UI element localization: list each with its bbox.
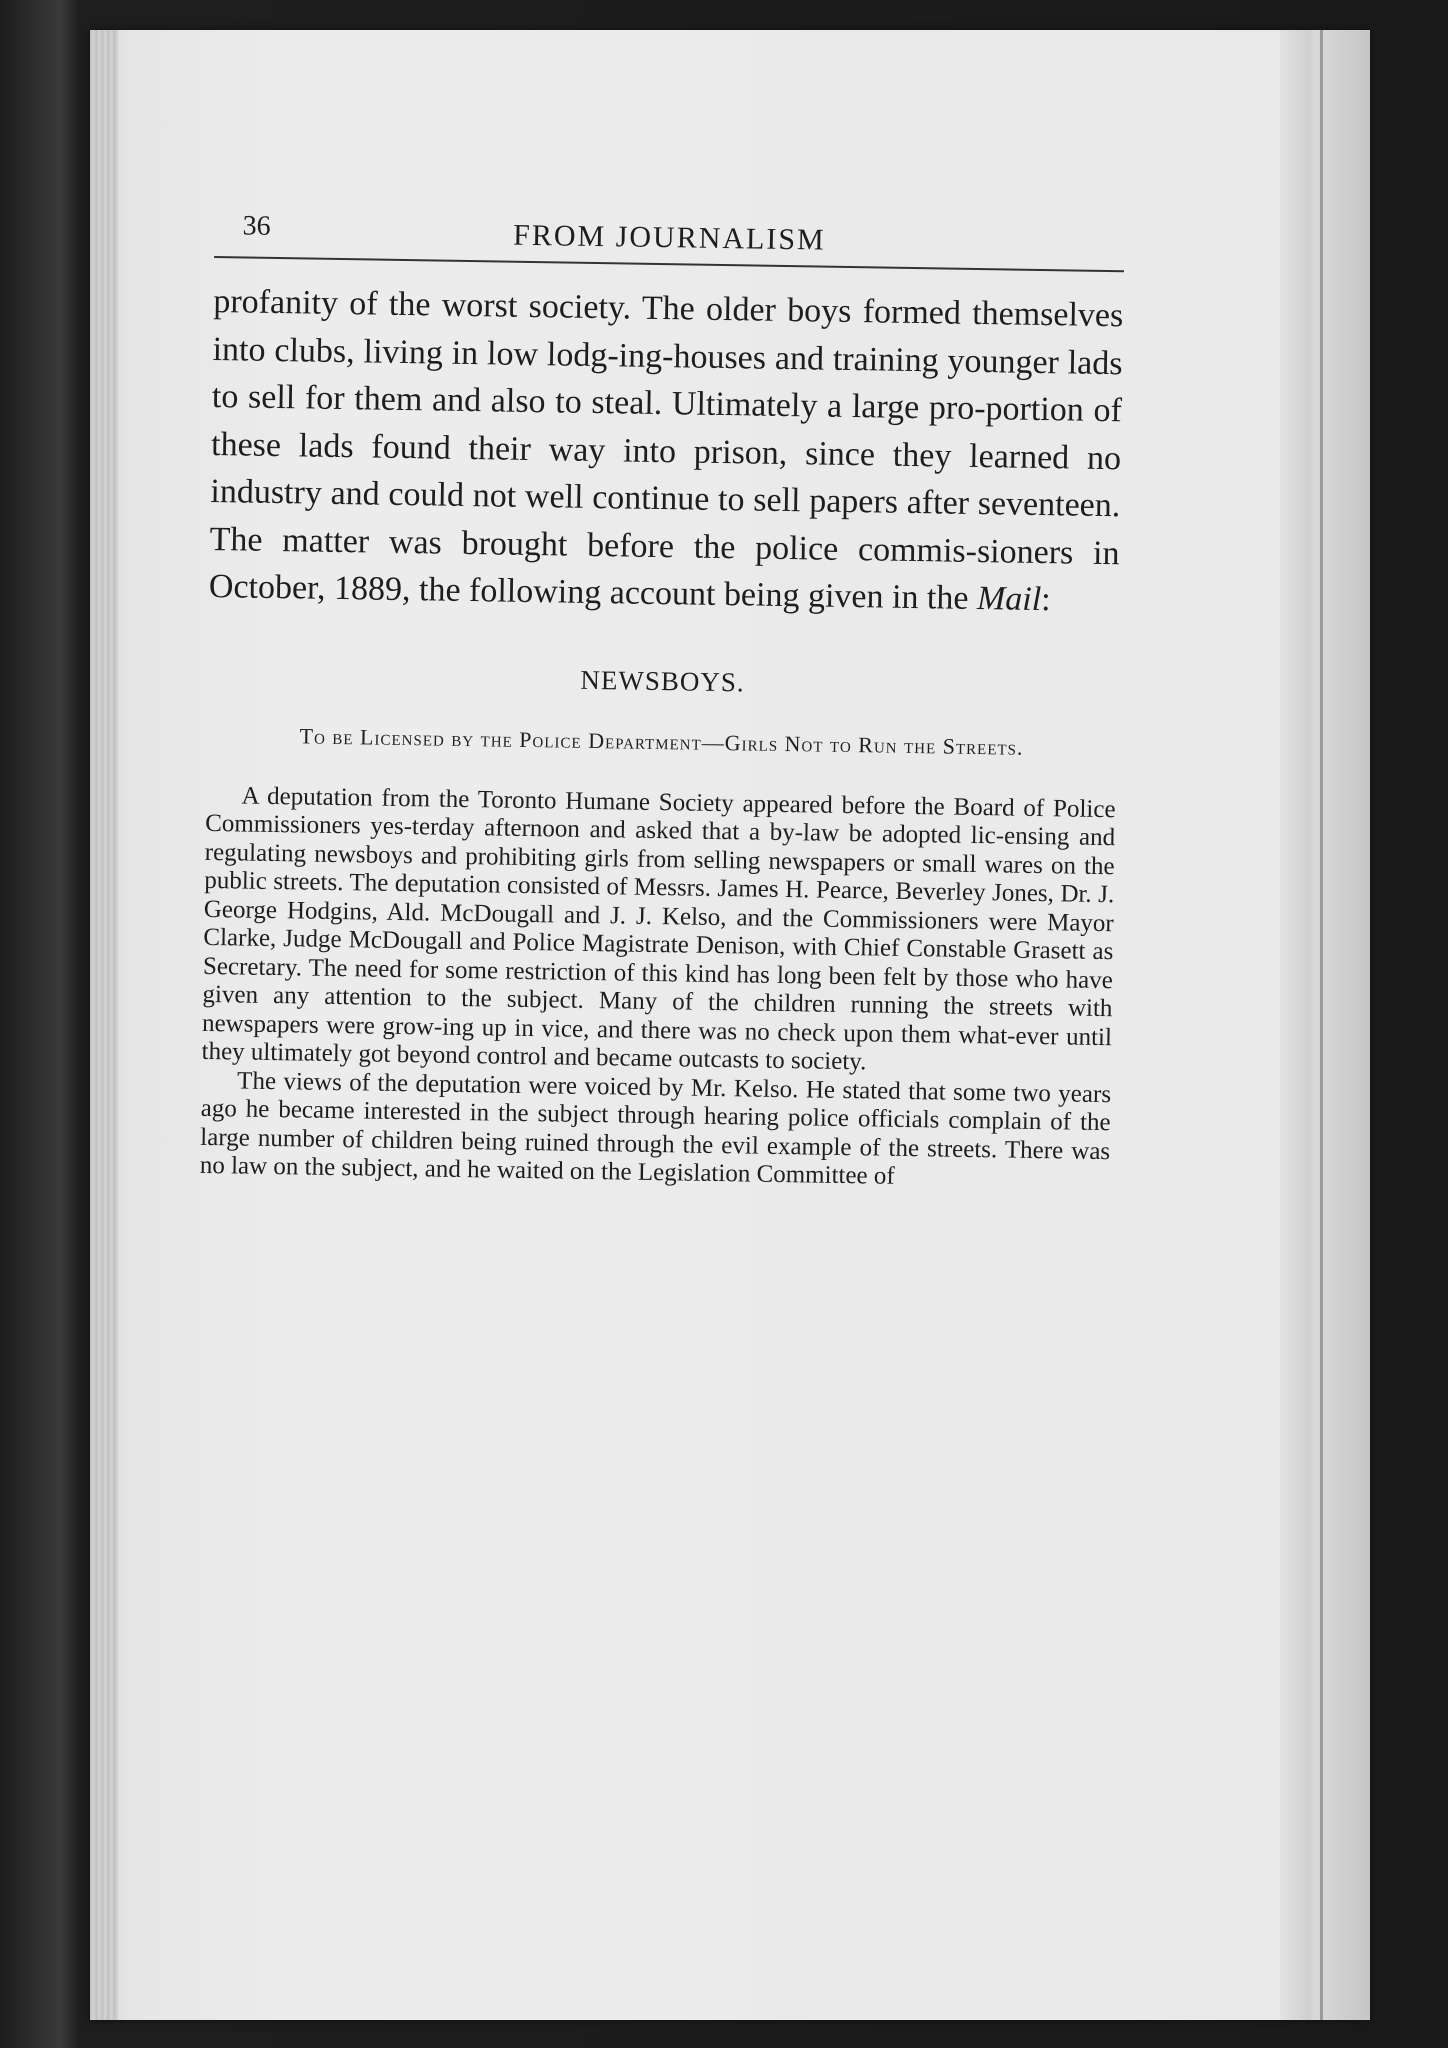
intro-end: : — [1040, 581, 1051, 619]
intro-paragraph — [209, 278, 1124, 625]
page-content — [200, 200, 1125, 1195]
next-page-edge — [1280, 30, 1370, 2020]
article-subtitle: To be Licensed by the Police Department—Girls Not to Run the Streets. — [299, 722, 1024, 760]
page-spine — [90, 30, 118, 2020]
article-paragraph-1: A deputation from the Toronto Humane Society appeared before the Board of Police Commissioners yes-terday afternoon and asked that a by-law be adopted lic-ensing and regulating newsboys and prohibiting girls from selling newspapers or small wares on the public streets. The deputation consisted of Messrs. James H. Pearce, Beverley Jones, Dr. J. George Hodgins, Ald. McDougall and J. J. Kelso, and the Commissioners were Mayor Clarke, Judge McDougall and Police Magistrate Denison, with Chief Constable Grasett as Secretary. The need for some restriction of this kind has long been felt by those who have given any attention to the subject. Many of the children running the streets with newspapers were grow-ing up in vice, and there was no check upon them what-ever until they ultimately got beyond control and became outcasts to society. — [201, 781, 1116, 1076]
page-number: 36 — [242, 210, 271, 242]
article-title: NEWSBOYS. — [580, 664, 745, 697]
article-paragraph-2: The views of the deputation were voiced by Mr. Kelso. He stated that some two years ago he became interested in the subject through hearing police officials complain of the large number of children being ruined through the evil example of the streets. There was no law on the subject, and he waited on the Legislation Committee of — [199, 1066, 1112, 1190]
intro-italic-source: Mail — [976, 580, 1042, 619]
running-title: FROM JOURNALISM — [512, 218, 826, 257]
intro-text: profanity of the worst society. The older boys formed themselves into clubs, living in low lodg-ing-houses and training younger lads to sell for them and also to steal. Ultimately a large pro-portion of these lads found their way into prison, since they learned no industry and could not well continue to sell papers after seventeen. The matter was brought before the police commis-sioners in October, 1889, the following account being given in the — [208, 282, 1124, 618]
page-crease — [1320, 30, 1323, 2020]
